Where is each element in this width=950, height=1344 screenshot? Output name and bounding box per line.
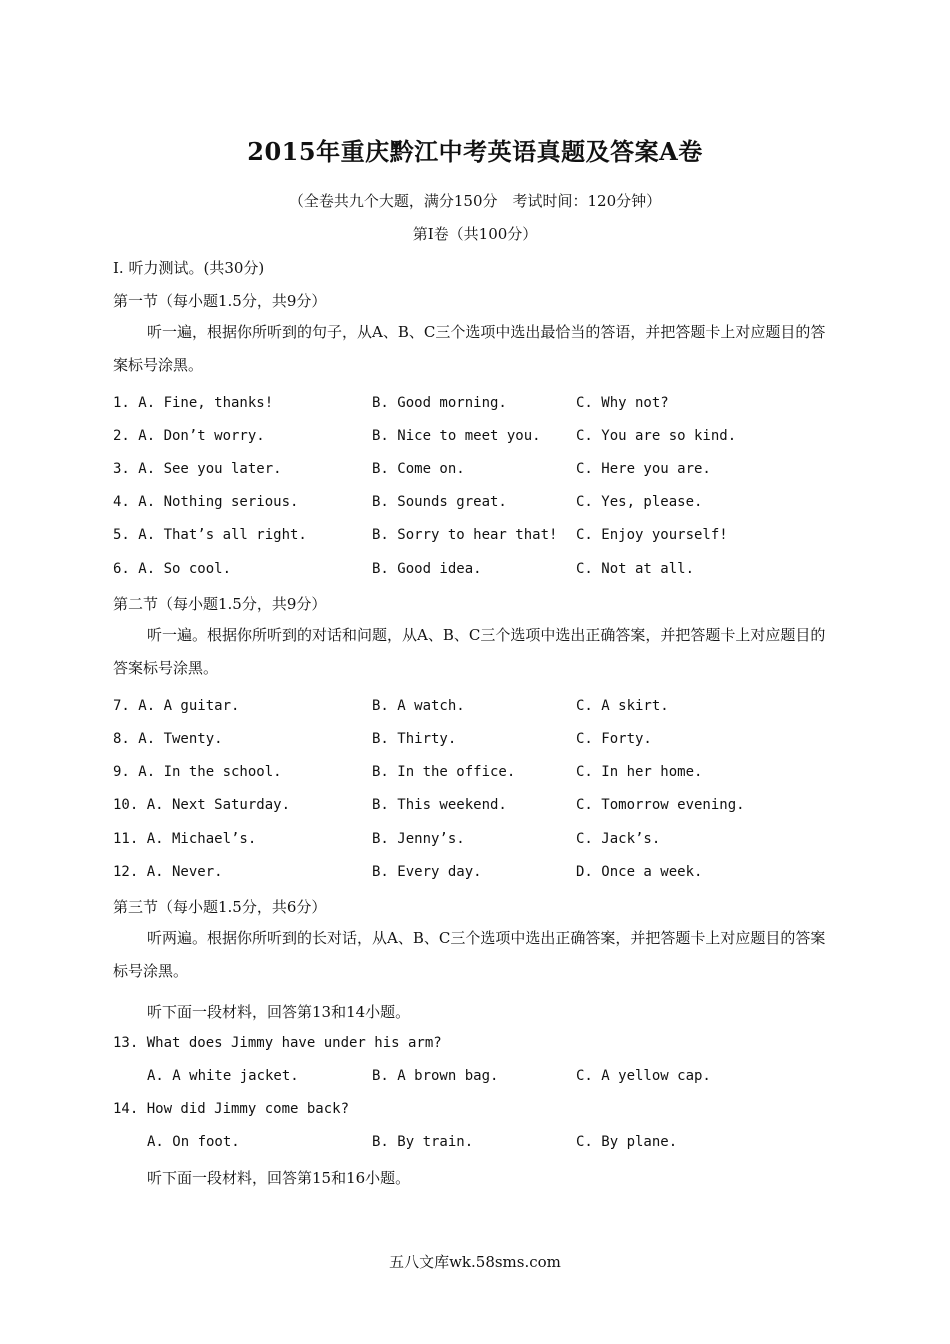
section1-instruction: 听一遍，根据你所听到的句子，从A、B、C三个选项中选出最恰当的答语，并把答题卡上对应题目的答案标号涂黑。: [113, 323, 826, 374]
option-c: C. Why not?: [576, 395, 669, 411]
option-c: C. In her home.: [576, 764, 703, 780]
option-c: C. Yes, please.: [576, 494, 703, 510]
option-b: B. In the office.: [372, 764, 516, 780]
question-row: [0, 428, 950, 450]
option-c: C. You are so kind.: [576, 428, 737, 444]
question-row: [0, 494, 950, 516]
question-row: [0, 864, 950, 886]
option-c: C. Tomorrow evening.: [576, 797, 745, 813]
option-b: B. Sounds great.: [372, 494, 507, 510]
option-b: B. Jenny’s.: [372, 831, 465, 847]
option-a: 7. A. A guitar.: [113, 698, 240, 714]
option-c: C. Not at all.: [576, 561, 695, 577]
question-row: [0, 698, 950, 720]
option-a: 5. A. That’s all right.: [113, 527, 307, 543]
question-text: 13. What does Jimmy have under his arm?: [113, 1035, 442, 1051]
material-note: 听下面一段材料，回答第15和16小题。: [147, 1169, 411, 1187]
question-row: [0, 731, 950, 753]
option-b: B. This weekend.: [372, 797, 507, 813]
option-c: C. Here you are.: [576, 461, 711, 477]
section3-heading: 第三节（每小题1.5分，共6分）: [113, 898, 327, 916]
question-row: [0, 1068, 950, 1090]
option-a: 12. A. Never.: [113, 864, 223, 880]
question-row: [0, 527, 950, 549]
option-b: B. Come on.: [372, 461, 465, 477]
option-b: B. A watch.: [372, 698, 465, 714]
option-c: C. Jack’s.: [576, 831, 661, 847]
question-row: [0, 764, 950, 786]
option-c: C. By plane.: [576, 1134, 678, 1150]
question-stem: [0, 1101, 950, 1123]
option-b: B. Sorry to hear that!: [372, 527, 558, 543]
section2-instruction: 听一遍。根据你所听到的对话和问题，从A、B、C三个选项中选出正确答案，并把答题卡上对应题目的答案标号涂黑。: [113, 626, 826, 677]
volume-heading: 第I卷（共100分）: [412, 225, 538, 243]
footer-watermark: 五八文库wk.58sms.com: [389, 1253, 561, 1271]
question-text: 14. How did Jimmy come back?: [113, 1101, 350, 1117]
option-a: A. On foot.: [147, 1134, 240, 1150]
option-b: B. Good idea.: [372, 561, 482, 577]
option-a: 1. A. Fine, thanks!: [113, 395, 274, 411]
option-a: 9. A. In the school.: [113, 764, 282, 780]
option-b: B. By train.: [372, 1134, 474, 1150]
option-a: 3. A. See you later.: [113, 461, 282, 477]
question-stem: [0, 1035, 950, 1057]
option-b: B. Thirty.: [372, 731, 457, 747]
option-a: A. A white jacket.: [147, 1068, 299, 1084]
section1-heading: 第一节（每小题1.5分，共9分）: [113, 292, 327, 310]
question-row: [0, 797, 950, 819]
option-a: 6. A. So cool.: [113, 561, 232, 577]
part1-heading: I. 听力测试。(共30分): [113, 259, 265, 277]
option-a: 2. A. Don’t worry.: [113, 428, 265, 444]
option-c: C. Forty.: [576, 731, 652, 747]
option-c: D. Once a week.: [576, 864, 703, 880]
option-b: B. Nice to meet you.: [372, 428, 541, 444]
material-note: 听下面一段材料，回答第13和14小题。: [147, 1003, 411, 1021]
option-b: B. Every day.: [372, 864, 482, 880]
option-c: C. Enjoy yourself!: [576, 527, 728, 543]
question-row: [0, 1134, 950, 1156]
question-row: [0, 831, 950, 853]
option-a: 4. A. Nothing serious.: [113, 494, 299, 510]
option-b: B. A brown bag.: [372, 1068, 499, 1084]
option-a: 8. A. Twenty.: [113, 731, 223, 747]
option-c: C. A skirt.: [576, 698, 669, 714]
option-a: 10. A. Next Saturday.: [113, 797, 291, 813]
section2-heading: 第二节（每小题1.5分，共9分）: [113, 595, 327, 613]
page-title: 2015年重庆黔江中考英语真题及答案A卷: [247, 137, 703, 166]
section3-instruction: 听两遍。根据你所听到的长对话，从A、B、C三个选项中选出正确答案，并把答题卡上对应题目的答案标号涂黑。: [113, 929, 826, 980]
option-c: C. A yellow cap.: [576, 1068, 711, 1084]
option-b: B. Good morning.: [372, 395, 507, 411]
question-row: [0, 561, 950, 583]
option-a: 11. A. Michael’s.: [113, 831, 257, 847]
exam-info: （全卷共九个大题，满分150分 考试时间：120分钟）: [288, 192, 662, 210]
question-row: [0, 395, 950, 417]
question-row: [0, 461, 950, 483]
